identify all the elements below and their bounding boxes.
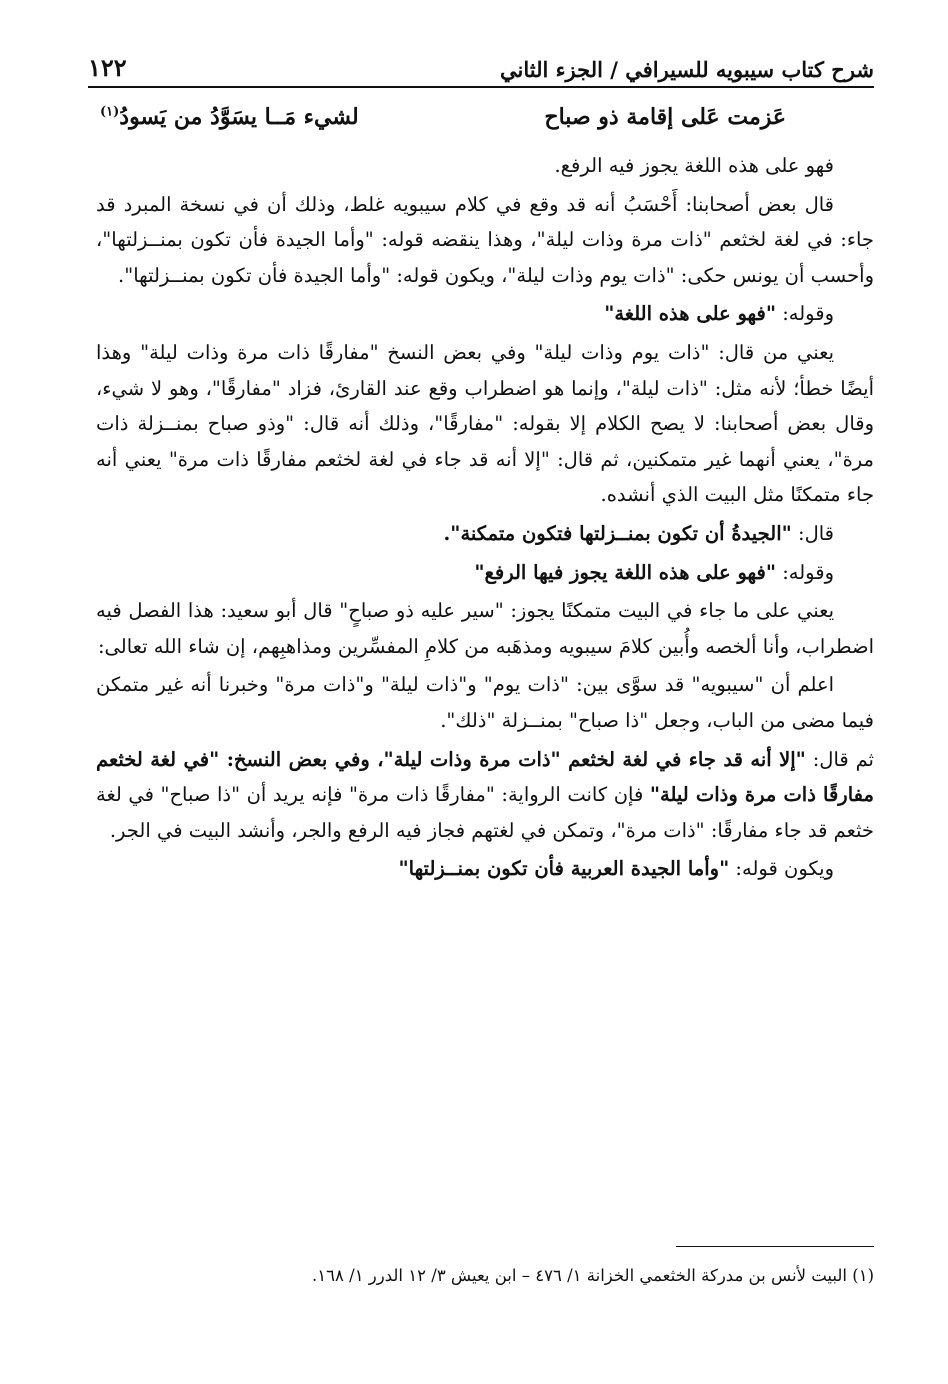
paragraph-text: يعني من قال: "ذات يوم وذات ليلة" وفي بعض النسخ "مفارقًا ذات مرة وذات ليلة" وهذا أيضًا خطأ؛ لأنه مثل: "ذات ليلة"، وإنما هو اضطراب وقع عند القارئ، فزاد "مفارقًا"، وهو لا شيء، وقال بعض أصحابنا: لا يصح الكلام إلا بقوله: "مفارقًا"، وذلك أنه قال: "وذو صباح بمنــزلة ذات مرة"، يعني أنهما غير متمكنين، ثم قال: "إلا أنه قد جاء في لغة لخثعم مفارقًا ذات مرة" يعني أنه جاء متمكنًا مثل البيت الذي أنشده. <box>96 340 874 507</box>
paragraph <box>96 516 874 552</box>
footnote: (١) البيت لأنس بن مدركة الخثعمي الخزانة ١/ ٤٧٦ – ابن يعيش ٣/ ١٢ الدرر ١/ ١٦٨. <box>312 1266 874 1285</box>
page-header <box>88 34 874 88</box>
verse-second-hemistich-text: لشيء مَــا يسَوَّدُ من يَسودُ <box>119 104 359 130</box>
paragraph-text: يعني على ما جاء في البيت متمكنًا يجوز: "سير عليه ذو صباحٍ" قال أبو سعيد: هذا الفصل فيه اضطراب، وأنا ألخصه وأُبين كلامَ سيبويه ومذهَبه من كلامِ المفسِّرين ومذاهبِهم، إن شاء الله تعالى: <box>96 599 874 658</box>
footnote-marker: (١) <box>100 104 120 120</box>
quoted-phrase: "وأما الجيدة العربية فأن تكون بمنــزلتها" <box>398 857 730 881</box>
paragraph <box>96 742 874 849</box>
paragraph <box>96 148 874 184</box>
paragraph <box>96 296 874 332</box>
paragraph <box>96 851 874 887</box>
paragraph <box>96 335 874 513</box>
paragraph-tail: فإن كانت الرواية: "مفارقًا ذات مرة" فإنه يريد أن "ذا صباح" في لغة خثعم قد جاء مفارقًا: "ذات مرة"، وتمكن في لغتهم فجاز فيه الرفع والجر، وأنشد البيت في الجر. <box>96 783 874 842</box>
paragraph <box>96 667 874 738</box>
paragraph-text: فهو على هذه اللغة يجوز فيه الرفع. <box>554 154 834 177</box>
paragraph-text: قال بعض أصحابنا: أَحْسَبُ أنه قد وقع في كلام سيبويه غلط، وذلك أن في نسخة المبرد قد جاء: في لغة لخثعم "ذات مرة وذات ليلة"، وهذا ينقضه قوله: "وأما الجيدة فأن تكون بمنــزلتها"، وأحسب أن يونس حكى: "ذات يوم وذات ليلة"، ويكون قوله: "وأما الجيدة فأن تكون بمنــزلتها". <box>96 192 874 287</box>
quoted-phrase: "فهو على هذه اللغة" <box>604 302 777 326</box>
verse-first-hemistich: عَزمت عَلى إقامة ذو صباح <box>544 104 786 130</box>
paragraph-lead: وقوله: <box>776 560 834 584</box>
quoted-phrase: "الجيدةُ أن تكون بمنــزلتها فتكون متمكنة". <box>443 521 792 545</box>
paragraph-lead: قال: <box>791 521 834 545</box>
paragraph-lead: ويكون قوله: <box>729 857 834 881</box>
page-number: ١٢٢ <box>88 53 127 82</box>
paragraph <box>96 555 874 591</box>
paragraph-text: اعلم أن "سيبويه" قد سوَّى بين: "ذات يوم" و"ذات ليلة" و"ذات مرة" وخبرنا أنه غير متمكن فيما مضى من الباب، وجعل "ذا صباح" بمنــزلة "ذلك". <box>96 673 874 732</box>
running-title: شرح كتاب سيبويه للسيرافي / الجزء الثاني <box>500 57 874 82</box>
verse-second-hemistich <box>100 104 359 130</box>
paragraph <box>96 593 874 664</box>
paragraph-lead: وقوله: <box>776 302 834 326</box>
quoted-phrase: "فهو على هذه اللغة يجوز فيها الرفع" <box>474 560 777 584</box>
paragraph-lead: ثم قال: <box>805 747 874 771</box>
footnote-divider <box>676 1246 874 1247</box>
main-text <box>96 148 874 890</box>
quoted-phrase: "إلا أنه قد جاء في لغة لخثعم "ذات مرة وذات ليلة"، وفي بعض النسخ: "في لغة لخثعم مفارقًا ذات مرة وذات ليلة" <box>96 747 874 807</box>
paragraph <box>96 187 874 294</box>
poetry-verse <box>100 100 786 142</box>
